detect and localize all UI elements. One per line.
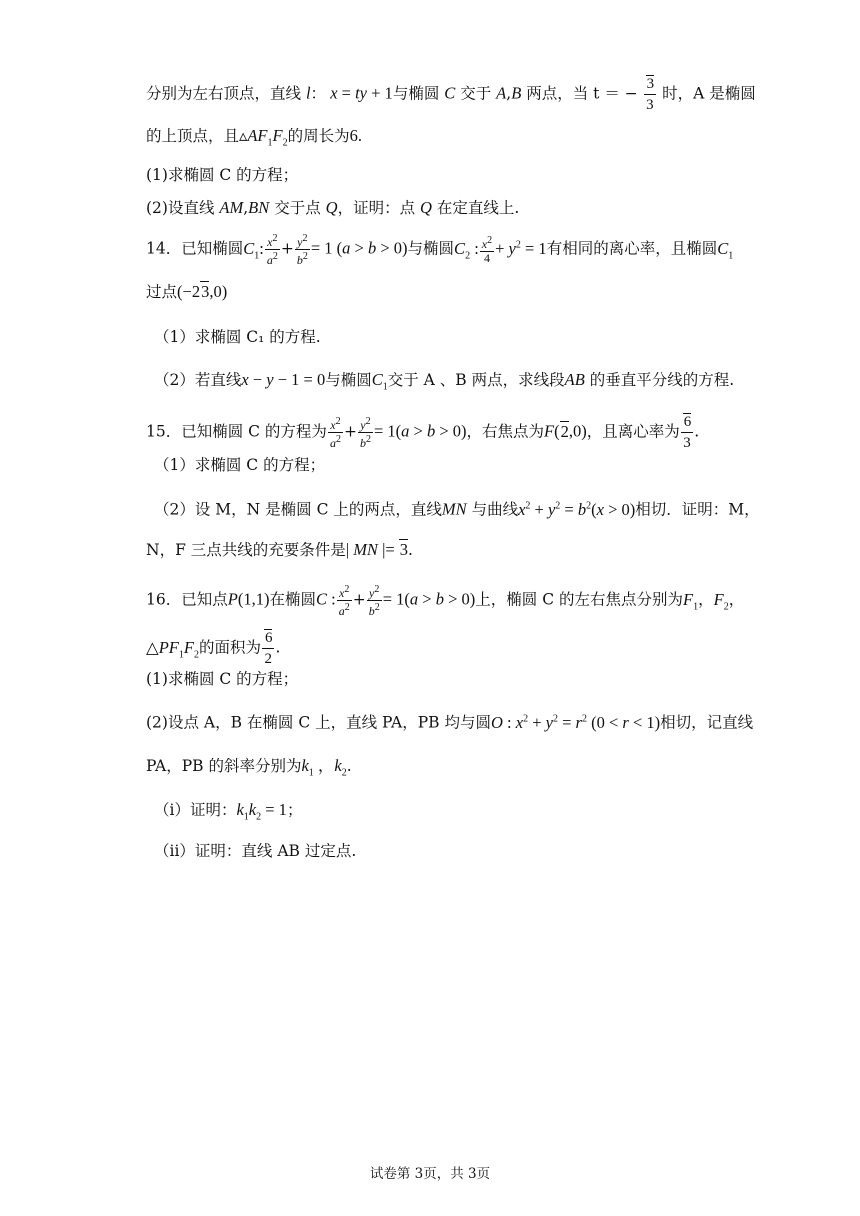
fraction-sqrt3-over-3: $\frac{3}{3}$	[644, 74, 657, 115]
q14-line1: 14．已知椭圆$C_1$: $\frac{x^2}{a^2}$ + $\frac{y^2}{b^2}$ = 1 (a > b > 0)与椭圆$C_2$ : $\frac{x^2}{4}$ + $y^2 = 1$有相同的离心率，且椭圆$C_1$	[146, 233, 734, 267]
q13-part2: (2)设直线 AM,BN 交于点 Q，证明：点 Q 在定直线上.	[146, 198, 520, 217]
q15-line1: 15．已知椭圆 C 的方程为 $\frac{x^2}{a^2}$ + $\frac{y^2}{b^2}$ = 1(a > b > 0)，右焦点为F(2,0)，且离心率为 $\frac{6}{3}$ .	[146, 414, 700, 451]
q14-part2: （2）若直线x − y − 1 = 0与椭圆$C_1$交于 A 、B 两点，求线段AB 的垂直平分线的方程.	[154, 370, 735, 393]
q16-line1: 16．已知点P(1,1)在椭圆C : $\frac{x^2}{a^2}$ + $\frac{y^2}{b^2}$ = 1(a > b > 0)上，椭圆 C 的左右焦点分别为$F_1$，$F_2$，	[146, 584, 745, 618]
q16-line4: PA，PB 的斜率分别为$k_1$ ，$k_2$.	[146, 756, 352, 779]
q13-line2: 的上顶点，且$▵AF_1F_2$的周长为6.	[146, 126, 362, 149]
q15-part1: （1）求椭圆 C 的方程；	[154, 456, 326, 474]
q16-line2: $\triangle PF_1F_2$的面积为 $\frac{6}{2}$ .	[146, 630, 281, 667]
q16-sub1: （i）证明：$k_1k_2 = 1$；	[154, 800, 303, 823]
q14-line2: 过点(−23,0)	[146, 282, 228, 301]
page-footer: 试卷第 3页，共 3页	[369, 1166, 491, 1182]
q16-part2: (2)设点 A，B 在椭圆 C 上，直线 PA，PB 均与圆O : $x^2 + y^2 = r^2$ (0 < r < 1)相切，记直线	[146, 712, 754, 732]
q16-sub2: （ii）证明：直线 AB 过定点.	[154, 842, 357, 860]
q13-part1: (1)求椭圆 C 的方程；	[146, 166, 299, 184]
q15-part2: （2）设 M，N 是椭圆 C 上的两点，直线MN 与曲线$x^2 + y^2 = b^2(x > 0)$相切．证明：M，	[154, 499, 760, 519]
q15-line4: N，F 三点共线的充要条件是| MN |= 3.	[146, 540, 413, 559]
q16-part1: (1)求椭圆 C 的方程；	[146, 670, 299, 688]
q14-part1: （1）求椭圆 C₁ 的方程.	[154, 328, 321, 346]
q13-line1: 分别为左右顶点，直线 l： x = ty + 1与椭圆 C 交于 A,B 两点，当 t ＝ − $\frac{3}{3}$ 时，A 是椭圆	[146, 76, 756, 113]
